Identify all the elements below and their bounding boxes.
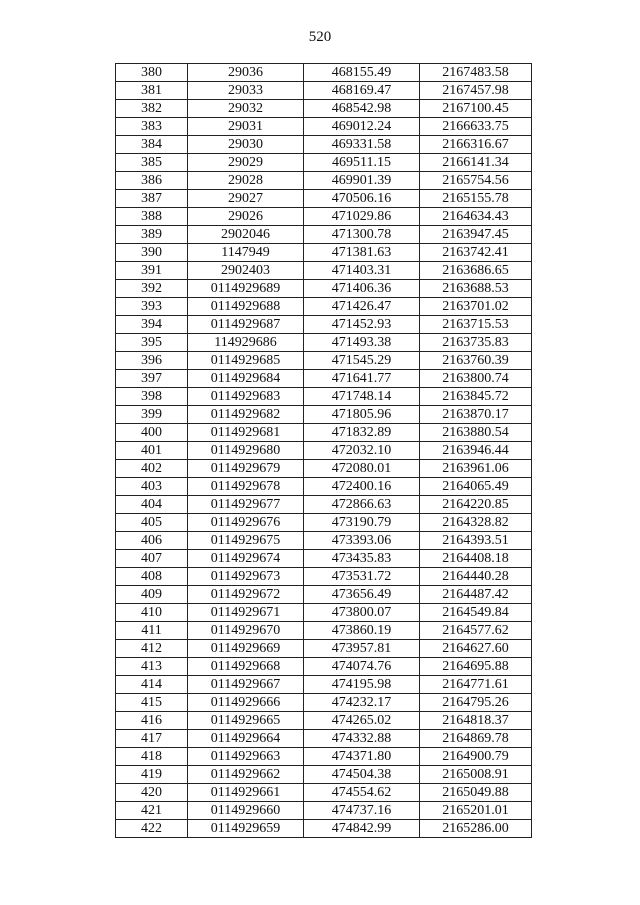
y-coordinate-cell: 2163688.53: [420, 280, 532, 298]
code-cell: 0114929680: [188, 442, 304, 460]
row-index-cell: 403: [116, 478, 188, 496]
table-row: [116, 82, 532, 100]
row-index-cell: 384: [116, 136, 188, 154]
code-cell: 0114929659: [188, 820, 304, 838]
table-row: [116, 514, 532, 532]
y-coordinate-cell: 2167483.58: [420, 64, 532, 82]
x-coordinate-cell: 470506.16: [304, 190, 420, 208]
code-cell: 0114929684: [188, 370, 304, 388]
table-row: [116, 640, 532, 658]
code-cell: 0114929665: [188, 712, 304, 730]
table-row: [116, 262, 532, 280]
row-index-cell: 407: [116, 550, 188, 568]
x-coordinate-cell: 471029.86: [304, 208, 420, 226]
table-row: [116, 442, 532, 460]
x-coordinate-cell: 473435.83: [304, 550, 420, 568]
code-cell: 0114929685: [188, 352, 304, 370]
y-coordinate-cell: 2164065.49: [420, 478, 532, 496]
x-coordinate-cell: 471545.29: [304, 352, 420, 370]
y-coordinate-cell: 2164393.51: [420, 532, 532, 550]
table-row: [116, 568, 532, 586]
table-row: [116, 298, 532, 316]
table-body: [116, 64, 532, 838]
table-row: [116, 478, 532, 496]
table-row: [116, 820, 532, 838]
table-row: [116, 784, 532, 802]
y-coordinate-cell: 2163961.06: [420, 460, 532, 478]
row-index-cell: 405: [116, 514, 188, 532]
code-cell: 0114929662: [188, 766, 304, 784]
y-coordinate-cell: 2166633.75: [420, 118, 532, 136]
code-cell: 0114929675: [188, 532, 304, 550]
row-index-cell: 416: [116, 712, 188, 730]
table-row: [116, 100, 532, 118]
table-row: [116, 64, 532, 82]
y-coordinate-cell: 2164328.82: [420, 514, 532, 532]
y-coordinate-cell: 2163947.45: [420, 226, 532, 244]
row-index-cell: 386: [116, 172, 188, 190]
code-cell: 0114929681: [188, 424, 304, 442]
row-index-cell: 400: [116, 424, 188, 442]
x-coordinate-cell: 472032.10: [304, 442, 420, 460]
row-index-cell: 418: [116, 748, 188, 766]
y-coordinate-cell: 2165049.88: [420, 784, 532, 802]
row-index-cell: 401: [116, 442, 188, 460]
code-cell: 0114929674: [188, 550, 304, 568]
x-coordinate-cell: 469012.24: [304, 118, 420, 136]
table-row: [116, 496, 532, 514]
x-coordinate-cell: 471805.96: [304, 406, 420, 424]
row-index-cell: 411: [116, 622, 188, 640]
row-index-cell: 382: [116, 100, 188, 118]
x-coordinate-cell: 473957.81: [304, 640, 420, 658]
code-cell: 0114929660: [188, 802, 304, 820]
code-cell: 29026: [188, 208, 304, 226]
code-cell: 114929686: [188, 334, 304, 352]
table-row: [116, 676, 532, 694]
table-row: [116, 208, 532, 226]
x-coordinate-cell: 468542.98: [304, 100, 420, 118]
row-index-cell: 390: [116, 244, 188, 262]
y-coordinate-cell: 2163870.17: [420, 406, 532, 424]
x-coordinate-cell: 473531.72: [304, 568, 420, 586]
x-coordinate-cell: 471452.93: [304, 316, 420, 334]
x-coordinate-cell: 471832.89: [304, 424, 420, 442]
x-coordinate-cell: 469511.15: [304, 154, 420, 172]
code-cell: 0114929677: [188, 496, 304, 514]
y-coordinate-cell: 2164695.88: [420, 658, 532, 676]
page-number: 520: [308, 29, 332, 45]
x-coordinate-cell: 471426.47: [304, 298, 420, 316]
row-index-cell: 414: [116, 676, 188, 694]
x-coordinate-cell: 469331.58: [304, 136, 420, 154]
code-cell: 0114929671: [188, 604, 304, 622]
row-index-cell: 412: [116, 640, 188, 658]
x-coordinate-cell: 471641.77: [304, 370, 420, 388]
y-coordinate-cell: 2165754.56: [420, 172, 532, 190]
row-index-cell: 415: [116, 694, 188, 712]
code-cell: 0114929676: [188, 514, 304, 532]
x-coordinate-cell: 468155.49: [304, 64, 420, 82]
row-index-cell: 410: [116, 604, 188, 622]
code-cell: 0114929678: [188, 478, 304, 496]
code-cell: 0114929664: [188, 730, 304, 748]
y-coordinate-cell: 2166141.34: [420, 154, 532, 172]
y-coordinate-cell: 2164487.42: [420, 586, 532, 604]
code-cell: 0114929672: [188, 586, 304, 604]
y-coordinate-cell: 2163742.41: [420, 244, 532, 262]
row-index-cell: 388: [116, 208, 188, 226]
table-row: [116, 802, 532, 820]
table-row: [116, 550, 532, 568]
row-index-cell: 395: [116, 334, 188, 352]
row-index-cell: 398: [116, 388, 188, 406]
y-coordinate-cell: 2165201.01: [420, 802, 532, 820]
x-coordinate-cell: 472400.16: [304, 478, 420, 496]
table-row: [116, 226, 532, 244]
x-coordinate-cell: 474554.62: [304, 784, 420, 802]
code-cell: 0114929667: [188, 676, 304, 694]
y-coordinate-cell: 2164627.60: [420, 640, 532, 658]
table-row: [116, 460, 532, 478]
y-coordinate-cell: 2164408.18: [420, 550, 532, 568]
coordinates-table: [115, 63, 532, 838]
code-cell: 0114929687: [188, 316, 304, 334]
table-row: [116, 136, 532, 154]
table-row: [116, 316, 532, 334]
code-cell: 0114929666: [188, 694, 304, 712]
x-coordinate-cell: 471406.36: [304, 280, 420, 298]
row-index-cell: 387: [116, 190, 188, 208]
table-row: [116, 748, 532, 766]
row-index-cell: 393: [116, 298, 188, 316]
y-coordinate-cell: 2164795.26: [420, 694, 532, 712]
row-index-cell: 408: [116, 568, 188, 586]
x-coordinate-cell: 473860.19: [304, 622, 420, 640]
y-coordinate-cell: 2164577.62: [420, 622, 532, 640]
y-coordinate-cell: 2165008.91: [420, 766, 532, 784]
x-coordinate-cell: 472080.01: [304, 460, 420, 478]
code-cell: 2902046: [188, 226, 304, 244]
row-index-cell: 383: [116, 118, 188, 136]
y-coordinate-cell: 2163880.54: [420, 424, 532, 442]
table-row: [116, 388, 532, 406]
code-cell: 29036: [188, 64, 304, 82]
table-row: [116, 424, 532, 442]
x-coordinate-cell: 474332.88: [304, 730, 420, 748]
x-coordinate-cell: 474842.99: [304, 820, 420, 838]
y-coordinate-cell: 2166316.67: [420, 136, 532, 154]
y-coordinate-cell: 2163946.44: [420, 442, 532, 460]
table-row: [116, 118, 532, 136]
row-index-cell: 397: [116, 370, 188, 388]
row-index-cell: 394: [116, 316, 188, 334]
code-cell: 29027: [188, 190, 304, 208]
table-row: [116, 766, 532, 784]
y-coordinate-cell: 2163715.53: [420, 316, 532, 334]
row-index-cell: 420: [116, 784, 188, 802]
x-coordinate-cell: 471381.63: [304, 244, 420, 262]
row-index-cell: 422: [116, 820, 188, 838]
row-index-cell: 402: [116, 460, 188, 478]
x-coordinate-cell: 474195.98: [304, 676, 420, 694]
y-coordinate-cell: 2163800.74: [420, 370, 532, 388]
row-index-cell: 404: [116, 496, 188, 514]
code-cell: 29028: [188, 172, 304, 190]
x-coordinate-cell: 474232.17: [304, 694, 420, 712]
table-row: [116, 604, 532, 622]
code-cell: 29030: [188, 136, 304, 154]
y-coordinate-cell: 2163686.65: [420, 262, 532, 280]
x-coordinate-cell: 473190.79: [304, 514, 420, 532]
row-index-cell: 396: [116, 352, 188, 370]
y-coordinate-cell: 2164900.79: [420, 748, 532, 766]
y-coordinate-cell: 2165286.00: [420, 820, 532, 838]
x-coordinate-cell: 471403.31: [304, 262, 420, 280]
row-index-cell: 421: [116, 802, 188, 820]
row-index-cell: 381: [116, 82, 188, 100]
row-index-cell: 419: [116, 766, 188, 784]
x-coordinate-cell: 474737.16: [304, 802, 420, 820]
x-coordinate-cell: 471748.14: [304, 388, 420, 406]
code-cell: 1147949: [188, 244, 304, 262]
x-coordinate-cell: 474265.02: [304, 712, 420, 730]
table-row: [116, 154, 532, 172]
code-cell: 29032: [188, 100, 304, 118]
row-index-cell: 413: [116, 658, 188, 676]
table-row: [116, 658, 532, 676]
x-coordinate-cell: 474371.80: [304, 748, 420, 766]
table-row: [116, 622, 532, 640]
row-index-cell: 391: [116, 262, 188, 280]
table-row: [116, 406, 532, 424]
table-row: [116, 352, 532, 370]
row-index-cell: 406: [116, 532, 188, 550]
y-coordinate-cell: 2163701.02: [420, 298, 532, 316]
table-row: [116, 712, 532, 730]
table-row: [116, 280, 532, 298]
x-coordinate-cell: 468169.47: [304, 82, 420, 100]
x-coordinate-cell: 473800.07: [304, 604, 420, 622]
code-cell: 0114929689: [188, 280, 304, 298]
x-coordinate-cell: 473393.06: [304, 532, 420, 550]
code-cell: 29031: [188, 118, 304, 136]
code-cell: 0114929673: [188, 568, 304, 586]
y-coordinate-cell: 2164771.61: [420, 676, 532, 694]
row-index-cell: 409: [116, 586, 188, 604]
y-coordinate-cell: 2164634.43: [420, 208, 532, 226]
table-row: [116, 532, 532, 550]
code-cell: 0114929663: [188, 748, 304, 766]
code-cell: 0114929679: [188, 460, 304, 478]
row-index-cell: 380: [116, 64, 188, 82]
x-coordinate-cell: 474074.76: [304, 658, 420, 676]
table-row: [116, 370, 532, 388]
y-coordinate-cell: 2163845.72: [420, 388, 532, 406]
y-coordinate-cell: 2167457.98: [420, 82, 532, 100]
y-coordinate-cell: 2165155.78: [420, 190, 532, 208]
table-row: [116, 244, 532, 262]
y-coordinate-cell: 2163760.39: [420, 352, 532, 370]
code-cell: 0114929661: [188, 784, 304, 802]
y-coordinate-cell: 2164549.84: [420, 604, 532, 622]
table-row: [116, 586, 532, 604]
y-coordinate-cell: 2167100.45: [420, 100, 532, 118]
y-coordinate-cell: 2164869.78: [420, 730, 532, 748]
code-cell: 0114929670: [188, 622, 304, 640]
code-cell: 29033: [188, 82, 304, 100]
row-index-cell: 417: [116, 730, 188, 748]
table-row: [116, 190, 532, 208]
table-row: [116, 730, 532, 748]
y-coordinate-cell: 2164818.37: [420, 712, 532, 730]
row-index-cell: 385: [116, 154, 188, 172]
x-coordinate-cell: 471493.38: [304, 334, 420, 352]
row-index-cell: 399: [116, 406, 188, 424]
row-index-cell: 389: [116, 226, 188, 244]
x-coordinate-cell: 473656.49: [304, 586, 420, 604]
code-cell: 0114929688: [188, 298, 304, 316]
y-coordinate-cell: 2163735.83: [420, 334, 532, 352]
x-coordinate-cell: 472866.63: [304, 496, 420, 514]
x-coordinate-cell: 471300.78: [304, 226, 420, 244]
code-cell: 0114929682: [188, 406, 304, 424]
table-row: [116, 334, 532, 352]
code-cell: 0114929668: [188, 658, 304, 676]
y-coordinate-cell: 2164220.85: [420, 496, 532, 514]
x-coordinate-cell: 469901.39: [304, 172, 420, 190]
code-cell: 0114929669: [188, 640, 304, 658]
table-row: [116, 694, 532, 712]
y-coordinate-cell: 2164440.28: [420, 568, 532, 586]
code-cell: 0114929683: [188, 388, 304, 406]
code-cell: 29029: [188, 154, 304, 172]
table-row: [116, 172, 532, 190]
code-cell: 2902403: [188, 262, 304, 280]
row-index-cell: 392: [116, 280, 188, 298]
x-coordinate-cell: 474504.38: [304, 766, 420, 784]
